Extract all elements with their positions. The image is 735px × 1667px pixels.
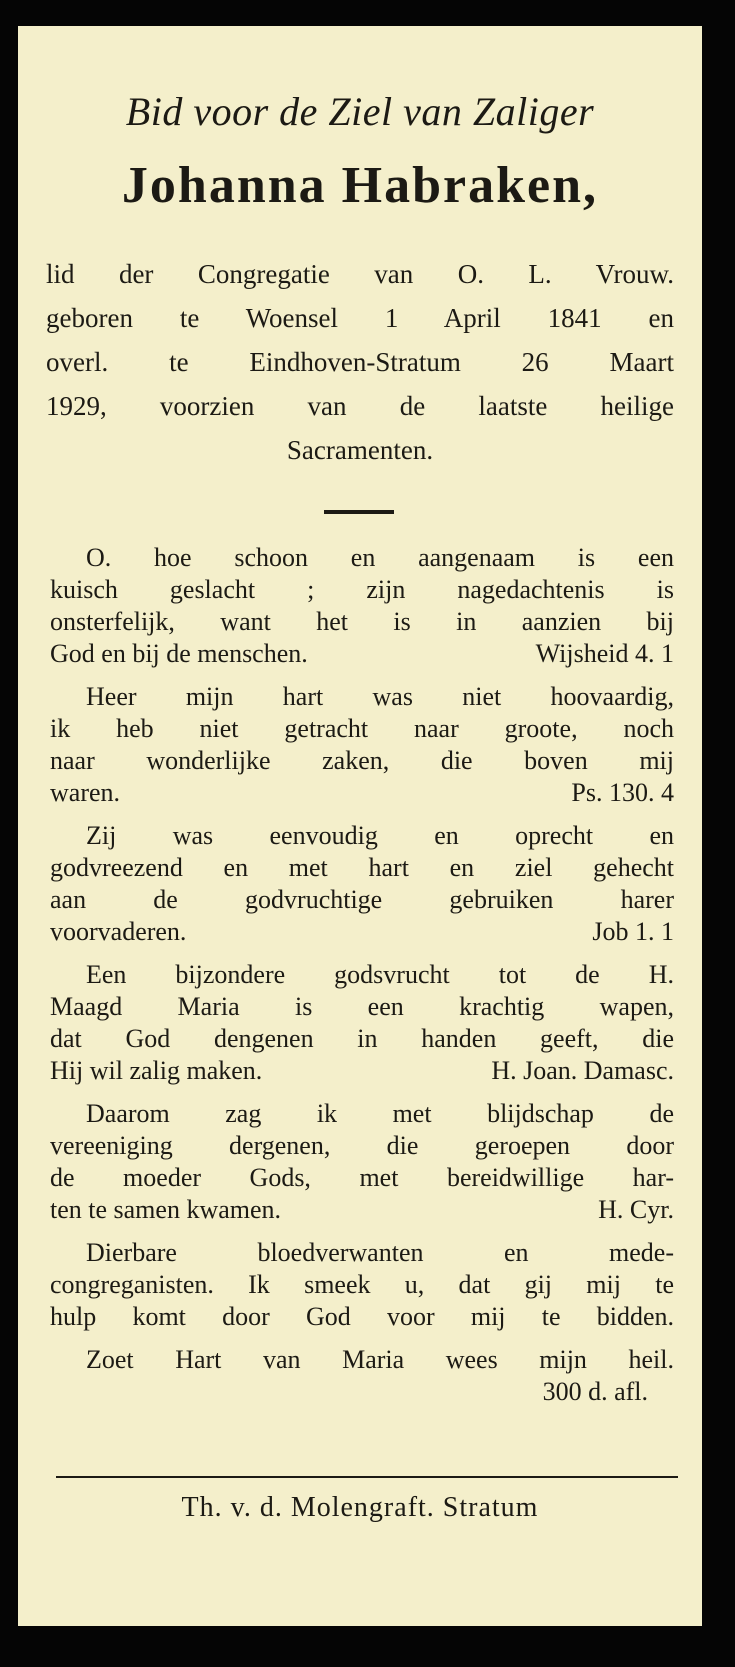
- scripture-reference: Wijsheid 4. 1: [535, 639, 674, 668]
- scripture-reference: H. Joan. Damasc.: [491, 1056, 674, 1085]
- short-divider: [324, 510, 394, 514]
- verse-last-line: [50, 916, 674, 948]
- verse-last-line: [50, 1055, 674, 1087]
- verse-paragraph: [50, 681, 674, 809]
- verse-line: congreganisten. Ik smeek u, dat gij mij te: [50, 1270, 674, 1299]
- verse-line: Maagd Maria is een krachtig wapen,: [50, 992, 674, 1021]
- verse-line: Een bijzondere godsvrucht tot de H.: [86, 960, 674, 989]
- verse-line-end: Hij wil zalig maken.: [50, 1056, 263, 1085]
- verse-line-end: God en bij de menschen.: [50, 639, 308, 668]
- verse-line: godvreezend en met hart en ziel gehecht: [50, 853, 674, 882]
- verse-line: Daarom zag ik met blijdschap de: [86, 1099, 674, 1128]
- intro-line: lid der Congregatie van O. L. Vrouw.: [46, 259, 674, 289]
- verse-line: naar wonderlijke zaken, die boven mij: [50, 746, 674, 775]
- indulgence-note: 300 d. afl.: [542, 1377, 648, 1406]
- verse-paragraph: [50, 959, 674, 1087]
- verse-last-line: [50, 1194, 674, 1226]
- intro-line: geboren te Woensel 1 April 1841 en: [46, 303, 674, 333]
- verse-line: kuisch geslacht ; zijn nagedachtenis is: [50, 575, 674, 604]
- verse-line: Zoet Hart van Maria wees mijn heil.: [86, 1345, 674, 1374]
- verse-line-end: voorvaderen.: [50, 917, 187, 946]
- verse-line: ik heb niet getracht naar groote, noch: [50, 714, 674, 743]
- verse-paragraph: [50, 820, 674, 948]
- intro-line: 1929, voorzien van de laatste heilige: [46, 391, 674, 421]
- printer-credit: Th. v. d. Molengraft. Stratum: [181, 1492, 539, 1523]
- verse-line: Heer mijn hart was niet hoovaardig,: [86, 682, 674, 711]
- verses-block: [50, 542, 674, 1419]
- verse-paragraph: [50, 1237, 674, 1333]
- verse-line: de moeder Gods, met bereidwillige har-: [50, 1163, 674, 1192]
- verse-paragraph: [50, 1344, 674, 1408]
- intro-line: overl. te Eindhoven-Stratum 26 Maart: [46, 347, 674, 377]
- scripture-reference: Job 1. 1: [592, 917, 674, 946]
- verse-line: Dierbare bloedverwanten en mede-: [86, 1238, 674, 1267]
- scripture-reference: H. Cyr.: [598, 1195, 674, 1224]
- scripture-reference: Ps. 130. 4: [571, 778, 674, 807]
- verse-line: O. hoe schoon en aangenaam is een: [86, 543, 674, 572]
- verse-paragraph: [50, 1098, 674, 1226]
- long-divider: [56, 1476, 678, 1478]
- intro-block: [46, 252, 674, 472]
- verse-line-end: waren.: [50, 778, 121, 807]
- prayer-card: [18, 26, 702, 1626]
- verse-line-end: ten te samen kwamen.: [50, 1195, 282, 1224]
- verse-line: hulp komt door God voor mij te bidden.: [50, 1302, 674, 1331]
- verse-paragraph: [50, 542, 674, 670]
- verse-line: Zij was eenvoudig en oprecht en: [86, 821, 674, 850]
- heading: Bid voor de Ziel van Zaliger: [125, 89, 595, 134]
- verse-line: onsterfelijk, want het is in aanzien bij: [50, 607, 674, 636]
- verse-line: aan de godvruchtige gebruiken harer: [50, 885, 674, 914]
- intro-line: Sacramenten.: [286, 435, 434, 465]
- verse-line: dat God dengenen in handen geeft, die: [50, 1024, 674, 1053]
- verse-last-line: [50, 638, 674, 670]
- verse-last-line: [50, 777, 674, 809]
- deceased-name: Johanna Habraken,: [121, 157, 599, 214]
- verse-line: vereeniging dergenen, die geroepen door: [50, 1131, 674, 1160]
